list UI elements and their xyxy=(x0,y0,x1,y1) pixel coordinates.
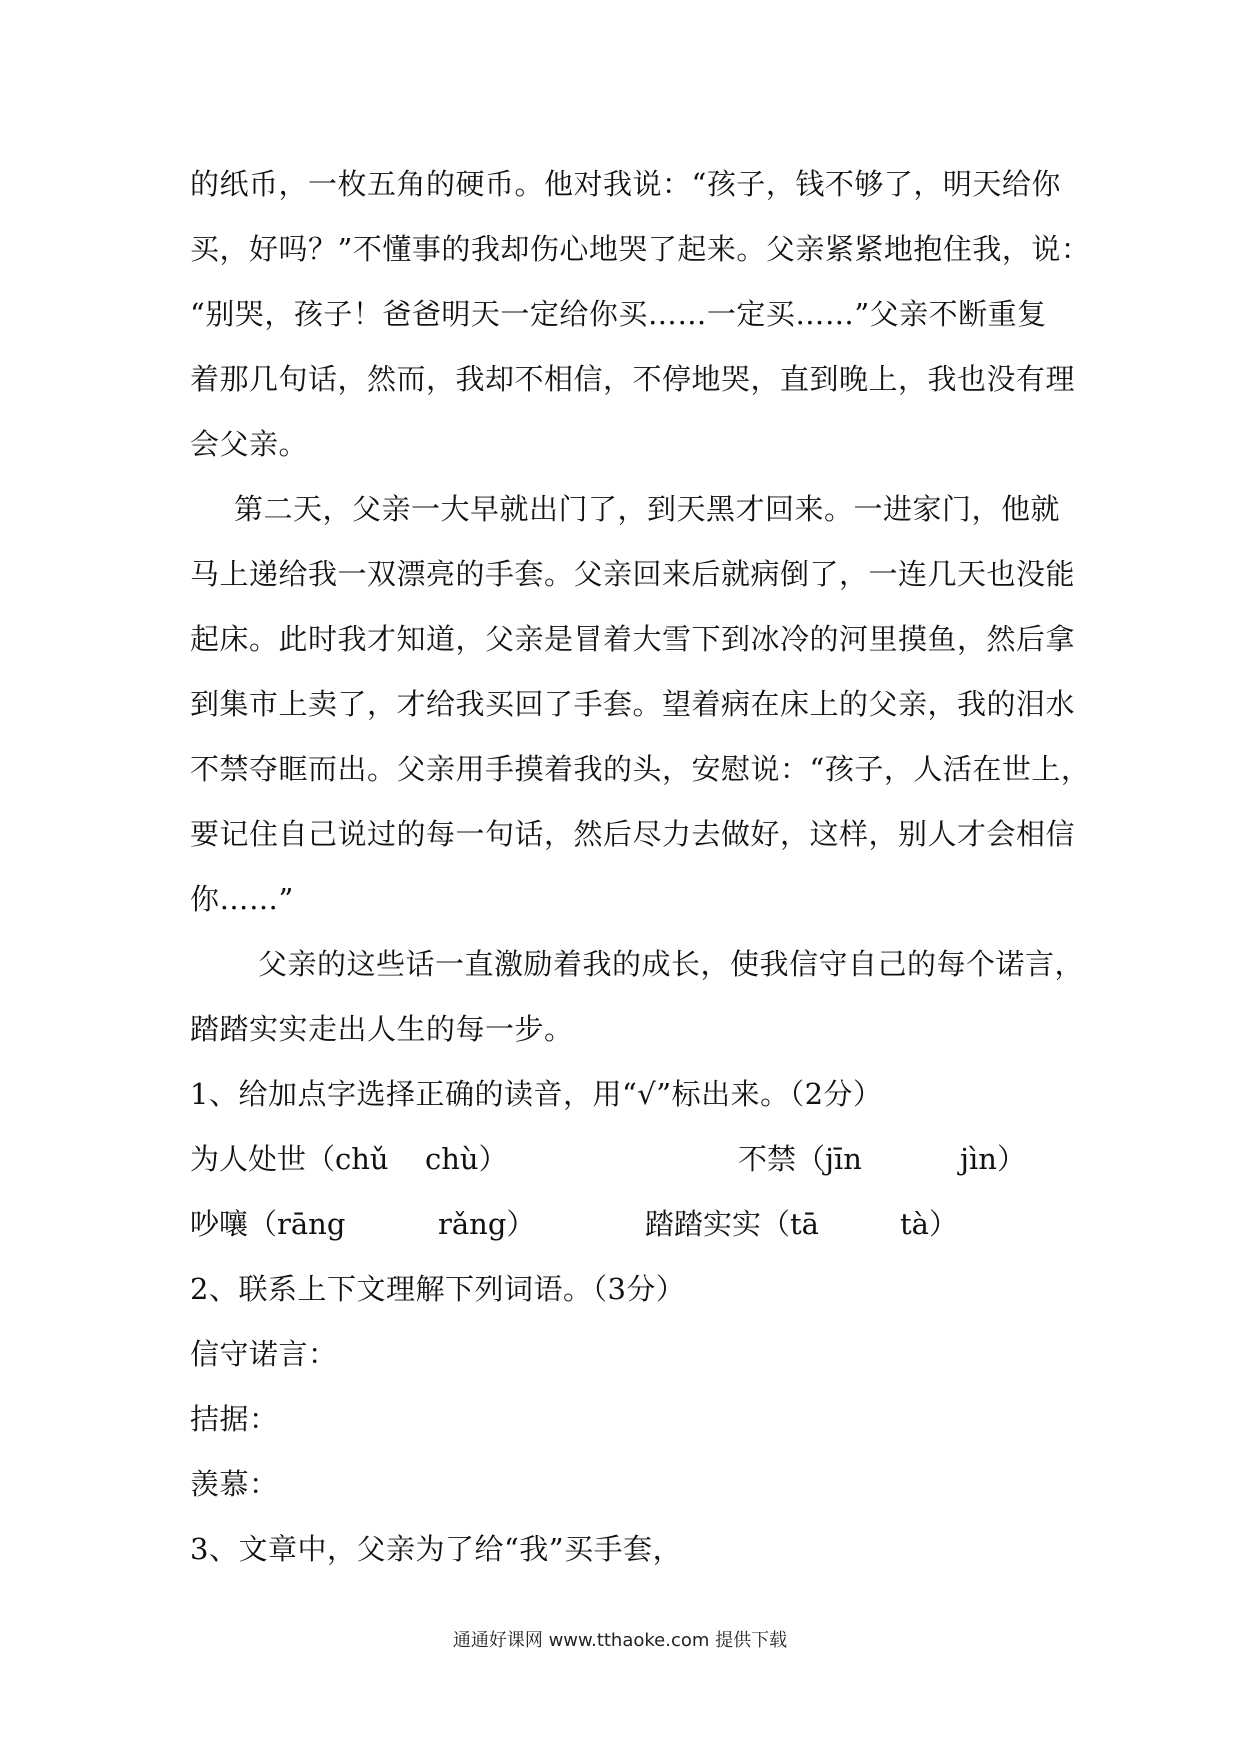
story-paragraph-2 xyxy=(190,477,1091,932)
pinyin-row-2 xyxy=(190,1192,1060,1257)
vocab-item: 羡慕： xyxy=(190,1467,279,1501)
question-3-title: 3、文章中，父亲为了给“我”买手套， xyxy=(190,1532,683,1566)
paragraph-line: 要记住自己说过的每一句话，然后尽力去做好，这样，别人才会相信 xyxy=(190,817,1076,851)
story-paragraph-3 xyxy=(190,932,1085,1062)
paragraph-line: “别哭，孩子！爸爸明天一定给你买……一定买……”父亲不断重复 xyxy=(190,297,1047,331)
pinyin-option[interactable]: 不禁（jīn xyxy=(738,1142,862,1176)
vocab-item: 信守诺言： xyxy=(190,1337,338,1371)
paragraph-line: 踏踏实实走出人生的每一步。 xyxy=(190,1012,574,1046)
paragraph-line: 不禁夺眶而出。父亲用手摸着我的头，安慰说：“孩子，人活在世上， xyxy=(190,752,1091,786)
story-paragraph-1 xyxy=(190,152,1091,477)
question-1 xyxy=(190,1062,1060,1257)
question-3 xyxy=(190,1517,1060,1582)
pinyin-option[interactable]: 吵嚷（rāng xyxy=(190,1207,346,1241)
question-2-title: 2、联系上下文理解下列词语。（3分） xyxy=(190,1272,686,1306)
paragraph-line: 起床。此时我才知道，父亲是冒着大雪下到冰冷的河里摸鱼，然后拿 xyxy=(190,622,1076,656)
pinyin-option[interactable]: chù） xyxy=(425,1142,508,1176)
pinyin-option[interactable]: 踏踏实实（tā xyxy=(645,1207,819,1241)
paragraph-line: 着那几句话，然而，我却不相信，不停地哭，直到晚上，我也没有理 xyxy=(190,362,1076,396)
paragraph-line: 到集市上卖了，才给我买回了手套。望着病在床上的父亲，我的泪水 xyxy=(190,687,1076,721)
question-2 xyxy=(190,1257,1060,1517)
question-1-title: 1、给加点字选择正确的读音，用“√”标出来。（2分） xyxy=(190,1077,883,1111)
pinyin-row-1 xyxy=(190,1127,1060,1192)
pinyin-option[interactable]: rǎng） xyxy=(438,1207,536,1241)
document-content xyxy=(190,152,1091,1582)
paragraph-line: 第二天，父亲一大早就出门了，到天黑才回来。一进家门，他就 xyxy=(234,492,1061,526)
vocab-item: 拮据： xyxy=(190,1402,279,1436)
paragraph-line: 父亲的这些话一直激励着我的成长，使我信守自己的每个诺言， xyxy=(258,947,1085,981)
paragraph-line: 的纸币，一枚五角的硬币。他对我说：“孩子，钱不够了，明天给你 xyxy=(190,167,1061,201)
paragraph-line: 买，好吗？”不懂事的我却伤心地哭了起来。父亲紧紧地抱住我，说： xyxy=(190,232,1091,266)
pinyin-option[interactable]: 为人处世（chǔ xyxy=(190,1142,389,1176)
pinyin-option[interactable]: jìn） xyxy=(960,1142,1026,1176)
paragraph-line: 你……” xyxy=(190,882,294,916)
pinyin-option[interactable]: tà） xyxy=(900,1207,958,1241)
paragraph-line: 马上递给我一双漂亮的手套。父亲回来后就病倒了，一连几天也没能 xyxy=(190,557,1076,591)
footer-download-note: 通通好课网 www.tthaoke.com 提供下载 xyxy=(452,1630,788,1651)
paragraph-line: 会父亲。 xyxy=(190,427,309,461)
